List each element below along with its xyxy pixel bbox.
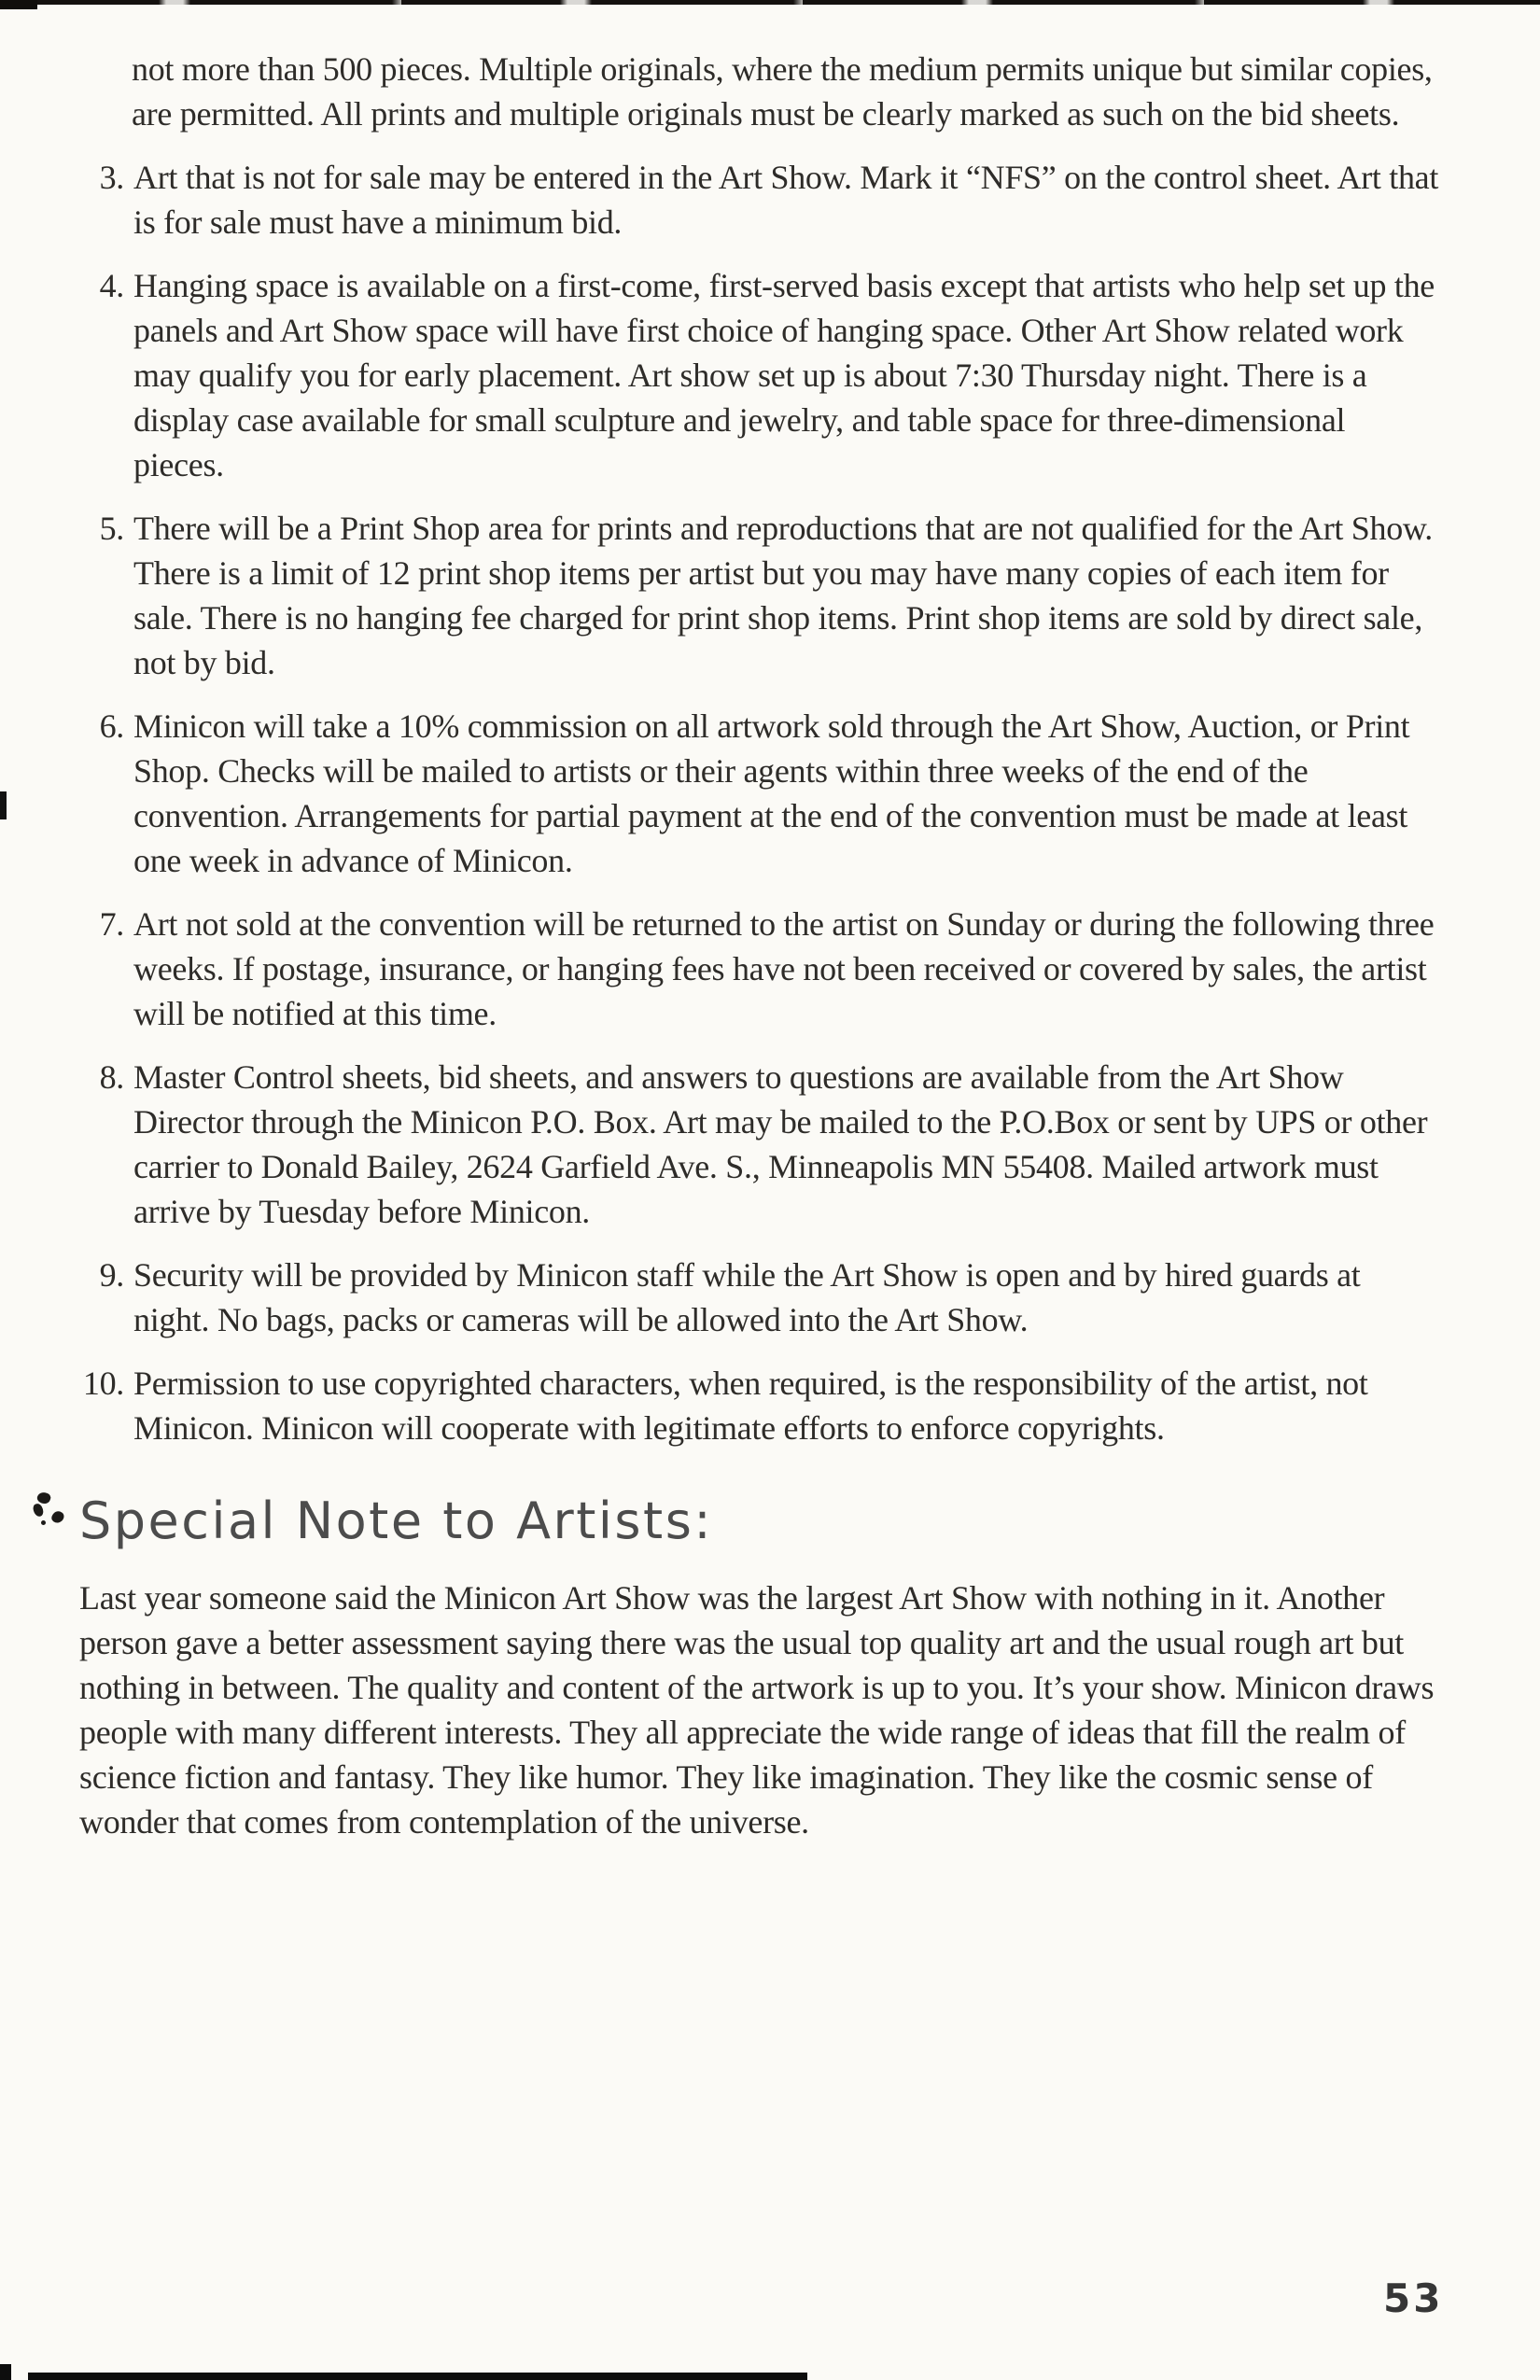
list-item-6 (70, 704, 1442, 883)
document-body (70, 22, 1442, 1844)
scan-artifact-top-edge (0, 0, 1540, 5)
list-item-text: Master Control sheets, bid sheets, and answers to questions are available from the Art Show Director through the Minicon P.O. Box. Art may be mailed to the P.O.Box or sent by UPS or other carrier to Donald Bailey, 2624 Garfield Ave. S., Minneapolis MN 55408. Mailed artwork must arrive by Tuesday before Minicon. (133, 1058, 1428, 1230)
list-item-text: Hanging space is available on a first-come, first-served basis except that artists who help set up the panels and Art Show space will have first choice of hanging space. Other Art Show related work may qualify you for early placement. Art show set up is about 7:30 Thursday night. There is a display case available for small sculpture and jewelry, and table space for three-dimensional pieces. (133, 267, 1435, 483)
list-item-number: 9. (99, 1256, 124, 1294)
section-heading-special-note: Special Note to Artists: (79, 1491, 714, 1550)
scan-artifact-bottom-left (0, 2364, 11, 2380)
scan-artifact-left-edge (0, 791, 7, 819)
list-item-number: 6. (99, 707, 124, 745)
list-item-text: Art not sold at the convention will be returned to the artist on Sunday or during the following three weeks. If postage, insurance, or hanging fees have not been received or covered by sales, the artist will be notified at this time. (133, 905, 1435, 1032)
list-item-9 (70, 1253, 1442, 1342)
list-item-10 (70, 1361, 1442, 1450)
scan-artifact-bottom-bar (28, 2373, 807, 2380)
list-item-5 (70, 506, 1442, 685)
list-item-number: 5. (99, 510, 124, 547)
list-item-8 (70, 1055, 1442, 1234)
list-item-text: Permission to use copyrighted characters, when required, is the responsibility of the artist, not Minicon. Minicon will cooperate with legitimate efforts to enforce copyrights. (133, 1365, 1368, 1447)
page-number: 53 (1383, 2275, 1444, 2321)
scan-artifact-top-left (0, 0, 37, 9)
list-item-number: 8. (99, 1058, 124, 1096)
list-item-text: Minicon will take a 10% commission on all artwork sold through the Art Show, Auction, or Print Shop. Checks will be mailed to artists or their agents within three weeks of the end of the convention. Arrangements for partial payment at the end of the convention must be made at least one week in advance of Minicon. (133, 707, 1410, 879)
list-item-number: 4. (99, 267, 124, 304)
ink-splotch-artifact (32, 1491, 71, 1533)
list-item-text: Art that is not for sale may be entered in the Art Show. Mark it “NFS” on the control sheet. Art that is for sale must have a minimum bid. (133, 159, 1439, 241)
list-item-7 (70, 902, 1442, 1036)
list-item-3 (70, 155, 1442, 245)
list-item-number: 10. (82, 1365, 124, 1402)
list-item-4 (70, 263, 1442, 487)
special-note-paragraph: Last year someone said the Minicon Art Show was the largest Art Show with nothing in it. Another person gave a better assessment saying there was the usual top quality art and the usual rough art but nothing in between. The quality and content of the artwork is up to you. It’s your show. Minicon draws people with many different interests. They all appreciate the wide range of ideas that fill the realm of science fiction and fantasy. They like humor. They like imagination. They like the cosmic sense of wonder that comes from contemplation of the universe. (79, 1579, 1435, 1841)
list-item-text: There will be a Print Shop area for prints and reproductions that are not qualified for the Art Show. There is a limit of 12 print shop items per artist but you may have many copies of each item for sale. There is no hanging fee charged for print shop items. Print shop items are sold by direct sale, not by bid. (133, 510, 1433, 681)
list-item-number: 7. (99, 905, 124, 943)
intro-paragraph-fragment: not more than 500 pieces. Multiple originals, where the medium permits unique but similar copies, are permitted. All prints and multiple originals must be clearly marked as such on the bid sheets. (132, 50, 1433, 133)
list-item-number: 3. (99, 159, 124, 196)
list-item-text: Security will be provided by Minicon staff while the Art Show is open and by hired guards at night. No bags, packs or cameras will be allowed into the Art Show. (133, 1256, 1361, 1338)
